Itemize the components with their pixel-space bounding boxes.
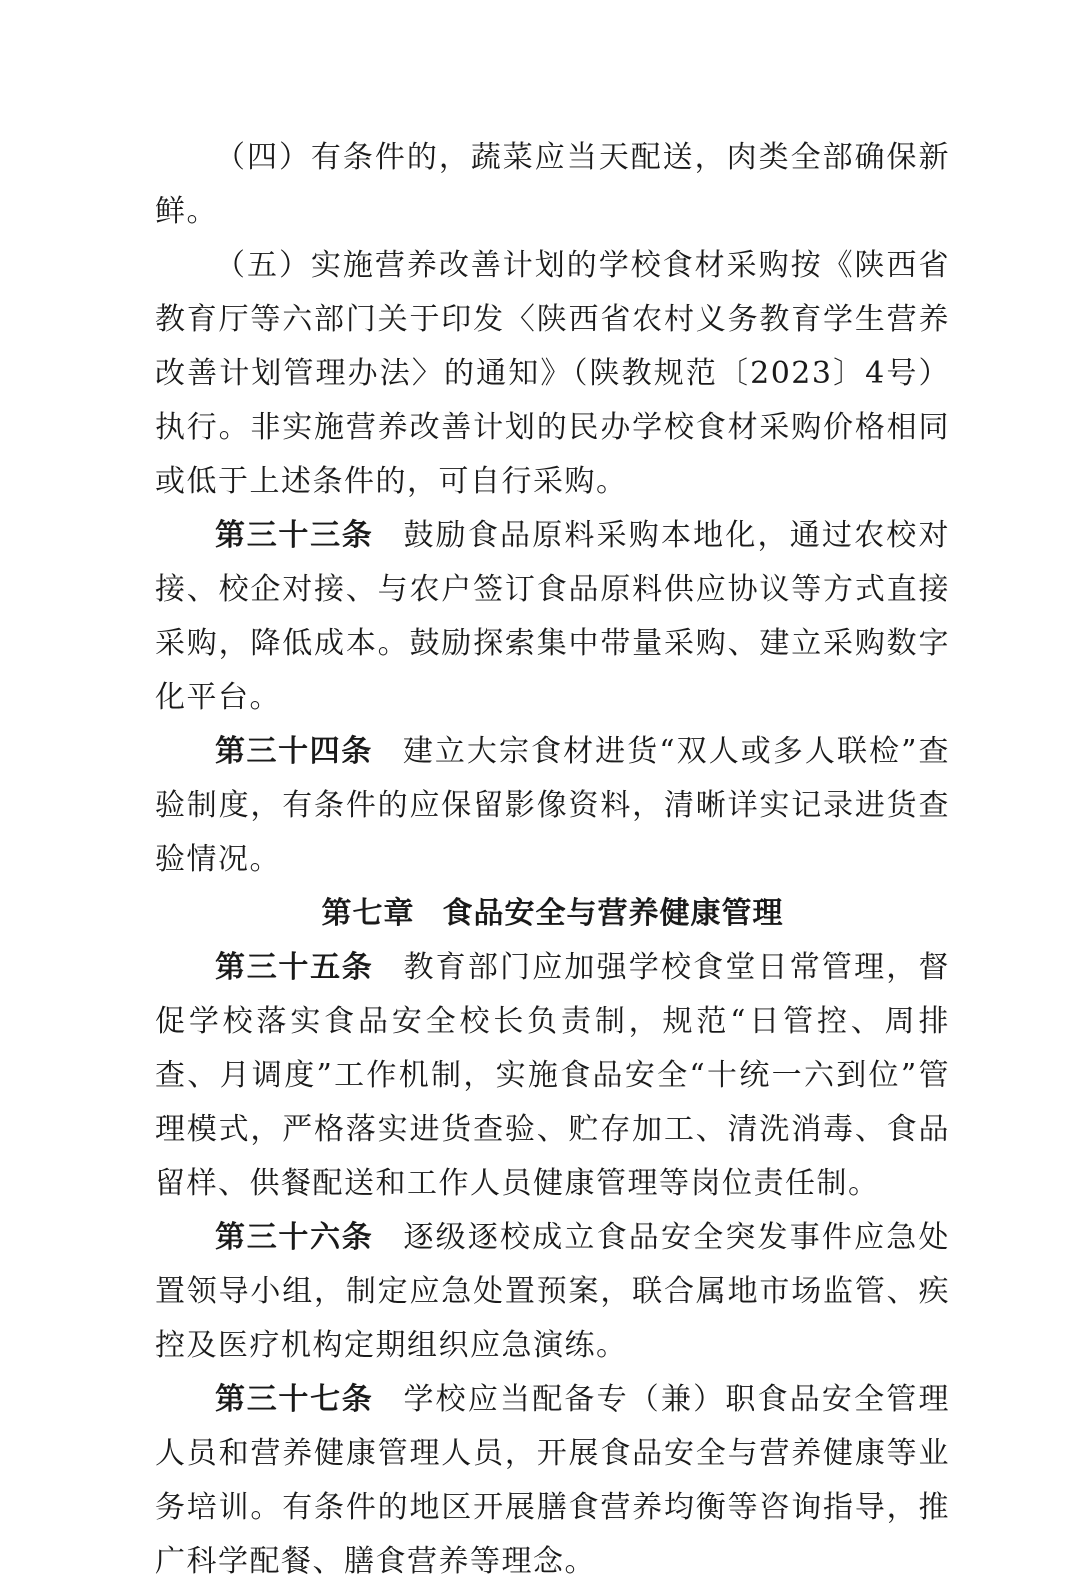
article-36 — [155, 1211, 950, 1373]
document-body — [155, 131, 950, 1589]
chapter-title: 食品安全与营养健康管理 — [442, 896, 784, 931]
paragraph-item-5 — [155, 239, 950, 509]
article-33 — [155, 509, 950, 725]
article-number: 第三十三条 — [215, 518, 374, 553]
article-number: 第三十四条 — [215, 734, 373, 769]
article-number: 第三十七条 — [215, 1382, 374, 1417]
article-text: 教育部门应加强学校食堂日常管理，督促学校落实食品安全校长负责制，规范“日管控、周排查、月调度”工作机制，实施食品安全“十统一六到位”管理模式，严格落实进货查验、贮存加工、清洗消毒、食品留样、供餐配送和工作人员健康管理等岗位责任制。 — [155, 950, 951, 1201]
article-number: 第三十五条 — [215, 950, 374, 985]
article-text: 建立大宗食材进货“双人或多人联检”查验制度，有条件的应保留影像资料，清晰详实记录进货查验情况。 — [155, 734, 951, 877]
paragraph-text: （五）实施营养改善计划的学校食材采购按《陕西省教育厅等六部门关于印发〈陕西省农村义务教育学生营养改善计划管理办法〉的通知》（陕教规范〔2023〕4号）执行。非实施营养改善计划的民办学校食材采购价格相同或低于上述条件的，可自行采购。 — [155, 248, 950, 499]
article-number: 第三十六条 — [215, 1220, 374, 1255]
article-34 — [155, 725, 950, 887]
paragraph-text: （四）有条件的，蔬菜应当天配送，肉类全部确保新鲜。 — [155, 140, 950, 229]
article-35 — [155, 941, 950, 1211]
article-text: 逐级逐校成立食品安全突发事件应急处置领导小组，制定应急处置预案，联合属地市场监管、疾控及医疗机构定期组织应急演练。 — [155, 1220, 951, 1363]
chapter-heading — [155, 887, 950, 941]
chapter-number: 第七章 — [321, 896, 415, 931]
article-text: 学校应当配备专（兼）职食品安全管理人员和营养健康管理人员，开展食品安全与营养健康等业务培训。有条件的地区开展膳食营养均衡等咨询指导，推广科学配餐、膳食营养等理念。 — [155, 1382, 951, 1579]
paragraph-item-4 — [155, 131, 950, 239]
article-text: 鼓励食品原料采购本地化，通过农校对接、校企对接、与农户签订食品原料供应协议等方式直接采购，降低成本。鼓励探索集中带量采购、建立采购数字化平台。 — [155, 518, 951, 715]
article-37 — [155, 1373, 950, 1589]
